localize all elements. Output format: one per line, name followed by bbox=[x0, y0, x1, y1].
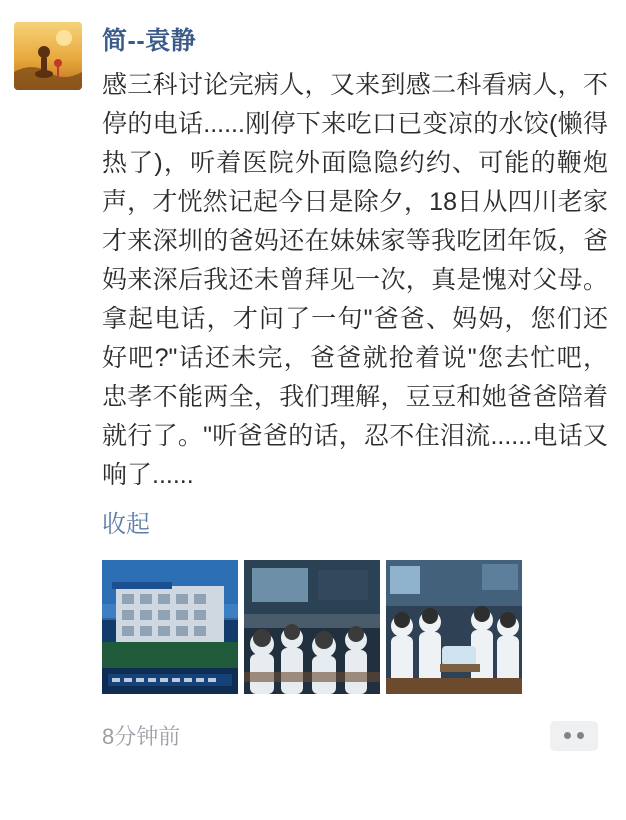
post-text: 感三科讨论完病人，又来到感二科看病人，不停的电话......刚停下来吃口已变凉的水饺(懒得热了)，听着医院外面隐隐约约、可能的鞭炮声，才恍然记起今日是除夕，18日从四川老家才来深圳的爸妈还在妹妹家等我吃团年饭，爸妈来深后我还未曾拜见一次，真是愧对父母。拿起电话，才问了一句"爸爸、妈妈，您们还好吧?"话还未完，爸爸就抢着说"您去忙吧，忠孝不能两全，我们理解，豆豆和她爸爸陪着就行了。"听爸爸的话，忍不住泪流......电话又响了...... bbox=[102, 71, 608, 489]
meeting-room-photo-icon bbox=[244, 560, 380, 694]
photo-gallery bbox=[102, 560, 608, 694]
post-timestamp: 8分钟前 bbox=[102, 724, 181, 750]
post-author[interactable]: 简--袁静 bbox=[102, 27, 197, 55]
little-prince-avatar-icon bbox=[14, 22, 82, 90]
more-dots-icon[interactable] bbox=[550, 721, 598, 751]
photo-thumbnail-2[interactable] bbox=[244, 560, 380, 694]
post-content bbox=[102, 26, 608, 751]
ward-round-photo-icon bbox=[386, 560, 522, 694]
avatar[interactable] bbox=[14, 22, 82, 90]
post-footer bbox=[102, 720, 608, 751]
collapse-toggle[interactable]: 收起 bbox=[102, 511, 150, 538]
photo-thumbnail-1[interactable] bbox=[102, 560, 238, 694]
hospital-building-photo-icon bbox=[102, 560, 238, 694]
photo-thumbnail-3[interactable] bbox=[386, 560, 522, 694]
